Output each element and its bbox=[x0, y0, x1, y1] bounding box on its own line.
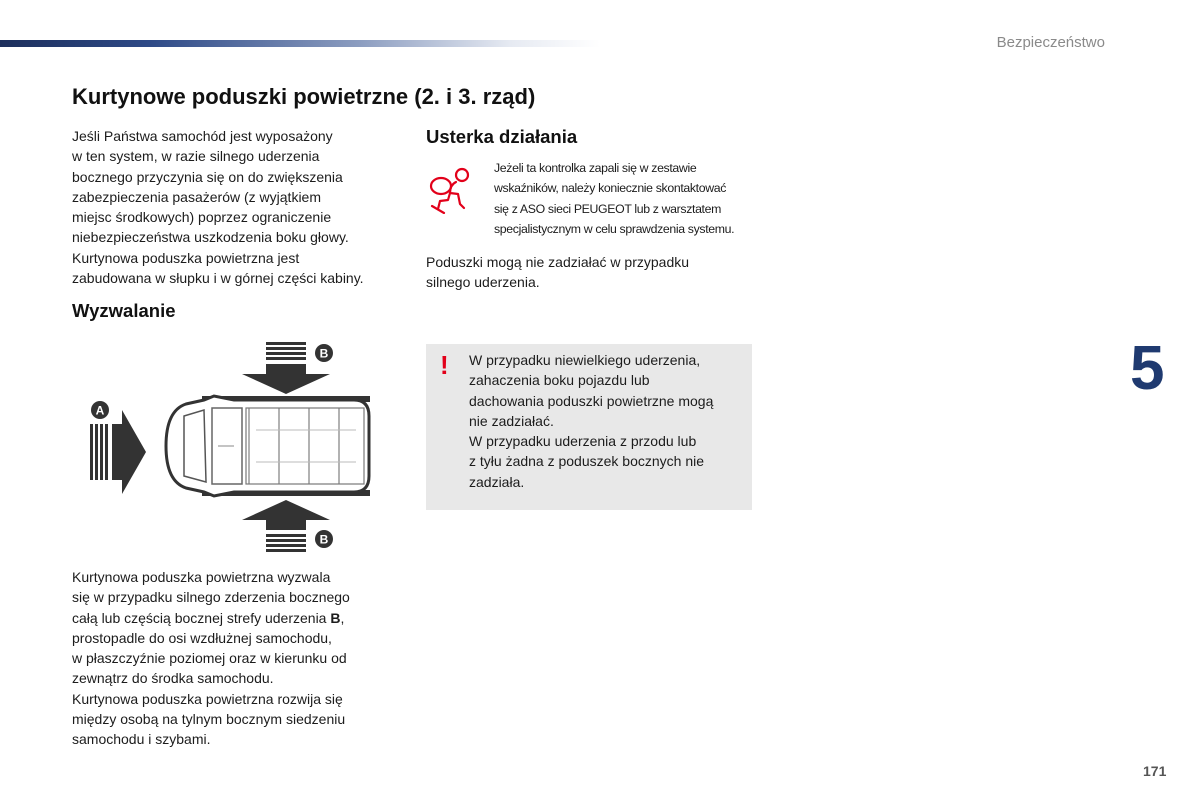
text-fragment: , bbox=[340, 609, 345, 626]
page-number: 171 bbox=[1143, 763, 1167, 779]
text-line: zabezpieczenia pasażerów (z wyjątkiem bbox=[72, 188, 321, 205]
text-line: silnego uderzenia. bbox=[426, 274, 540, 291]
text-line: się w przypadku silnego zderzenia bocznego bbox=[72, 589, 350, 606]
warning-note-box bbox=[426, 344, 752, 510]
wyzwalanie-heading: Wyzwalanie bbox=[72, 300, 176, 321]
text-fragment: całą lub częścią bocznej strefy uderzenia bbox=[72, 609, 331, 626]
malfunction-paragraph bbox=[426, 252, 746, 293]
vehicle-top-view bbox=[166, 396, 370, 496]
label-a: A bbox=[95, 403, 105, 418]
text-line: się z ASO sieci PEUGEOT lub z warsztatem bbox=[494, 201, 722, 216]
section-name: Bezpieczeństwo bbox=[996, 34, 1105, 51]
warning-note-text bbox=[469, 350, 749, 492]
chapter-number: 5 bbox=[1130, 334, 1165, 403]
text-line: W przypadku uderzenia z przodu lub bbox=[469, 433, 697, 450]
text-line: prostopadle do osi wzdłużnej samochodu, bbox=[72, 629, 332, 646]
label-b-bottom: B bbox=[319, 532, 329, 547]
exclamation-icon: ! bbox=[440, 350, 449, 380]
text-line: Jeśli Państwa samochód jest wyposażony bbox=[72, 128, 333, 144]
text-line: z tyłu żadna z poduszek bocznych nie bbox=[469, 453, 705, 470]
arrow-a-front bbox=[90, 410, 146, 494]
text-line: nie zadziałać. bbox=[469, 412, 554, 429]
text-line: między osobą na tylnym bocznym siedzeniu bbox=[72, 711, 346, 728]
text-line: dachowania poduszki powietrzne mogą bbox=[469, 392, 714, 409]
text-line: zadziała. bbox=[469, 473, 525, 490]
text-line: wskaźników, należy koniecznie skontaktować bbox=[494, 181, 727, 196]
header-gradient-bar bbox=[0, 40, 600, 47]
label-b-top: B bbox=[319, 346, 329, 361]
text-line: Kurtynowa poduszka powietrzna wyzwala bbox=[72, 569, 331, 585]
text-line: Jeżeli ta kontrolka zapali się w zestawie bbox=[494, 161, 697, 175]
text-line: niebezpieczeństwa uszkodzenia boku głowy. bbox=[72, 229, 349, 246]
text-line: W przypadku niewielkiego uderzenia, bbox=[469, 352, 701, 368]
page-title: Kurtynowe poduszki powietrzne (2. i 3. rząd) bbox=[72, 84, 536, 109]
trigger-paragraph bbox=[72, 567, 402, 750]
text-line: Poduszki mogą nie zadziałać w przypadku bbox=[426, 254, 690, 270]
text-line bbox=[72, 608, 402, 628]
text-line: Kurtynowa poduszka powietrzna rozwija się bbox=[72, 690, 343, 707]
text-line: miejsc środkowych) poprzez ograniczenie bbox=[72, 209, 332, 226]
text-line: w płaszczyźnie poziomej oraz w kierunku od bbox=[72, 650, 347, 667]
text-line: zabudowana w słupku i w górnej części kabiny. bbox=[72, 270, 364, 287]
text-line: zahaczenia boku pojazdu lub bbox=[469, 372, 650, 389]
warning-light-text bbox=[494, 158, 759, 239]
impact-zone-diagram bbox=[84, 338, 384, 558]
text-line: bocznego przyczynia się on do zwiększenia bbox=[72, 168, 343, 185]
text-line: Kurtynowa poduszka powietrzna jest bbox=[72, 249, 300, 266]
text-line: specjalistycznym w celu sprawdzenia systemu. bbox=[494, 221, 735, 236]
text-line: zewnątrz do środka samochodu. bbox=[72, 670, 274, 687]
usterka-heading: Usterka działania bbox=[426, 126, 578, 147]
airbag-warning-icon bbox=[428, 166, 476, 214]
zone-b-reference: B bbox=[330, 609, 341, 626]
text-line: samochodu i szybami. bbox=[72, 731, 211, 748]
intro-paragraph bbox=[72, 126, 402, 288]
text-line: w ten system, w razie silnego uderzenia bbox=[72, 148, 320, 165]
